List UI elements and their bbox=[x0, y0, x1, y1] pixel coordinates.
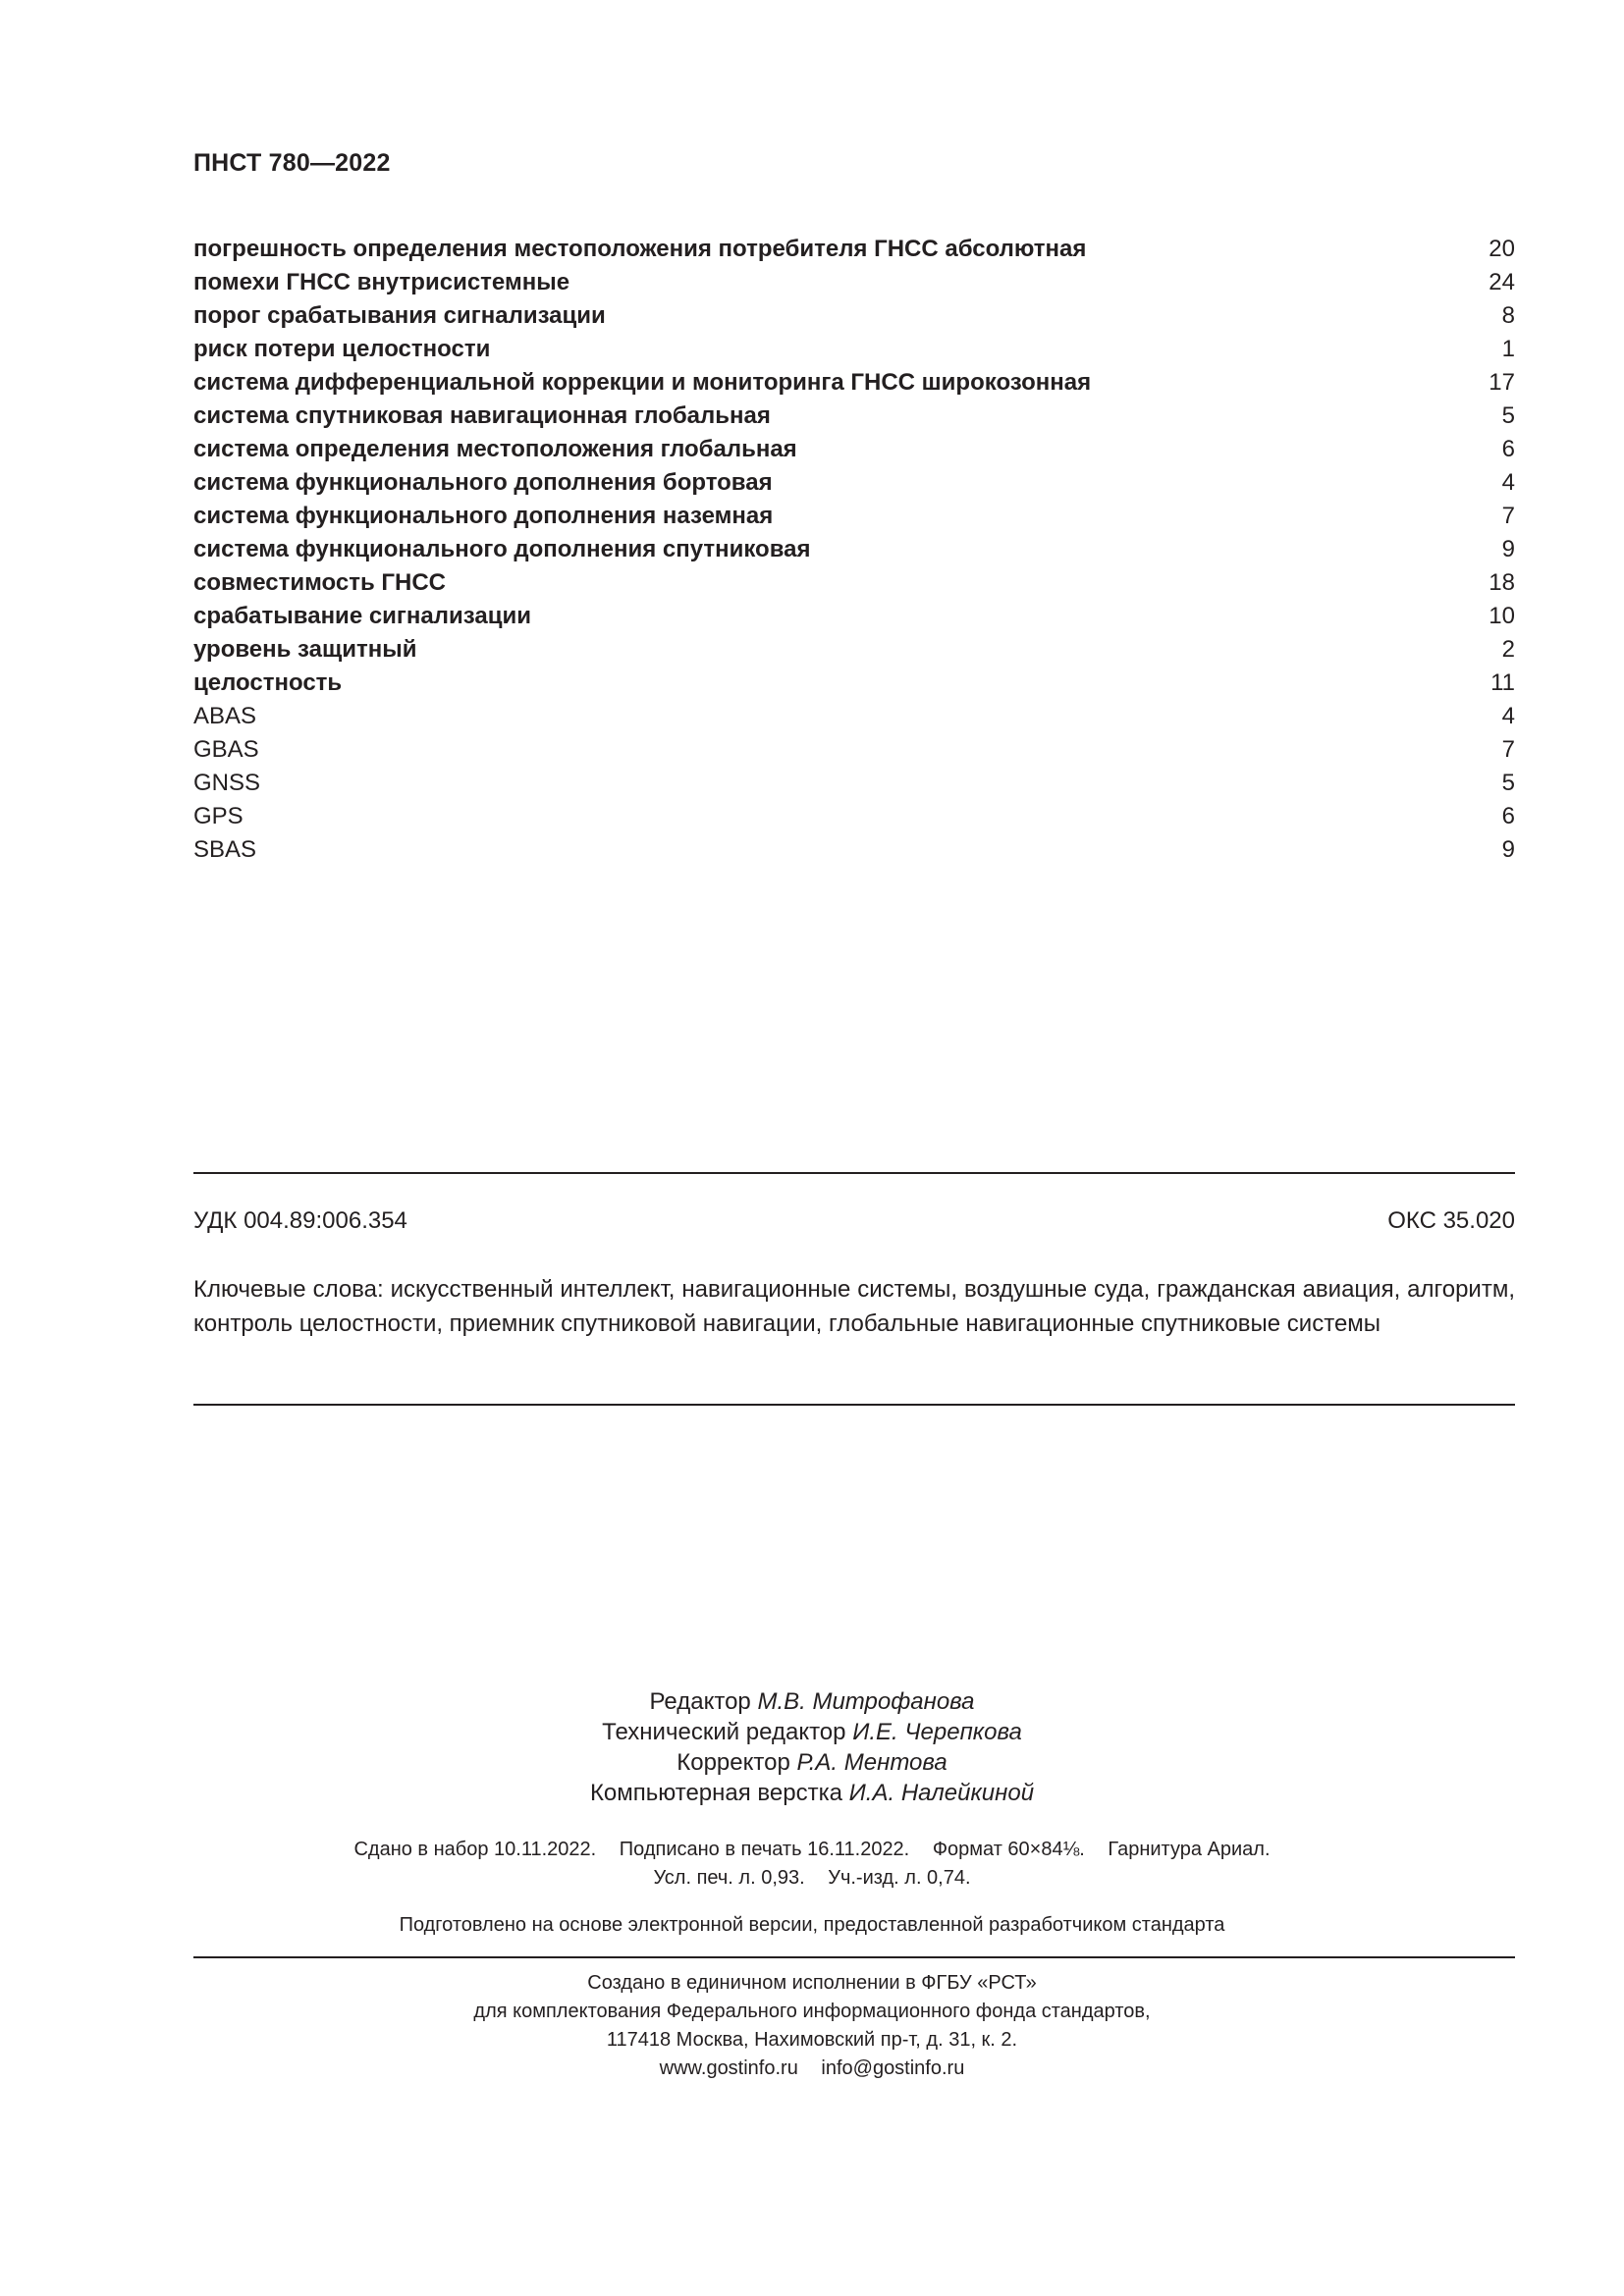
print-signed-date: Подписано в печать 16.11.2022. bbox=[619, 1839, 910, 1860]
printed-sheets: Усл. печ. л. 0,93. bbox=[653, 1867, 805, 1889]
index-page: 8 bbox=[1501, 302, 1515, 329]
publication-info-line bbox=[0, 1864, 1624, 1893]
index-page: 6 bbox=[1501, 803, 1515, 829]
publisher-sheets: Уч.-изд. л. 0,74. bbox=[828, 1867, 971, 1889]
index-row bbox=[193, 767, 1515, 800]
index-term: GBAS bbox=[193, 736, 259, 763]
index-term: система дифференциальной коррекции и мониторинга ГНСС широкозонная bbox=[193, 369, 1092, 396]
paper-format: Формат 60×84⅛. bbox=[932, 1839, 1085, 1860]
imprint-contacts bbox=[0, 2055, 1624, 2083]
credit-person: М.В. Митрофанова bbox=[757, 1688, 975, 1715]
index-row bbox=[193, 600, 1515, 633]
index-page: 4 bbox=[1501, 469, 1515, 496]
index-term: ABAS bbox=[193, 703, 257, 729]
index-page: 2 bbox=[1501, 636, 1515, 663]
index-page: 18 bbox=[1489, 569, 1515, 596]
credit-person: И.А. Налейкиной bbox=[848, 1780, 1035, 1806]
index-term: порог срабатывания сигнализации bbox=[193, 302, 606, 329]
index-term: система функционального дополнения спутниковая bbox=[193, 536, 811, 562]
index-row bbox=[193, 400, 1515, 433]
index-row bbox=[193, 233, 1515, 266]
divider-top bbox=[193, 1172, 1515, 1174]
credit-role: Компьютерная верстка bbox=[589, 1780, 842, 1806]
credit-role: Корректор bbox=[677, 1749, 790, 1776]
index-term: система определения местоположения глобальная bbox=[193, 436, 797, 462]
index-row bbox=[193, 500, 1515, 533]
index-page: 7 bbox=[1501, 736, 1515, 763]
index-term: помехи ГНСС внутрисистемные bbox=[193, 269, 570, 295]
index-term: система функционального дополнения бортовая bbox=[193, 469, 773, 496]
index-row bbox=[193, 733, 1515, 767]
index-page: 6 bbox=[1501, 436, 1515, 462]
index-row bbox=[193, 466, 1515, 500]
index-row bbox=[193, 800, 1515, 833]
credit-line bbox=[0, 1747, 1624, 1778]
udk-code: УДК 004.89:006.354 bbox=[193, 1207, 407, 1234]
index-row bbox=[193, 366, 1515, 400]
index-row bbox=[193, 833, 1515, 867]
index-page: 1 bbox=[1501, 336, 1515, 362]
index-row bbox=[193, 266, 1515, 299]
imprint-line: для комплектования Федерального информационного фонда стандартов, bbox=[473, 2001, 1151, 2022]
index-row bbox=[193, 633, 1515, 667]
divider-bottom bbox=[193, 1956, 1515, 1958]
keywords-paragraph: Ключевые слова: искусственный интеллект, навигационные системы, воздушные суда, гражданская авиация, алгоритм, контроль целостности, приемник спутниковой навигации, глобальные навигационные спутниковые системы bbox=[193, 1276, 1515, 1337]
index-page: 7 bbox=[1501, 503, 1515, 529]
index-row bbox=[193, 700, 1515, 733]
alphabetical-index bbox=[193, 233, 1515, 867]
index-term: совместимость ГНСС bbox=[193, 569, 446, 596]
index-term: уровень защитный bbox=[193, 636, 417, 663]
index-term: срабатывание сигнализации bbox=[193, 603, 531, 629]
index-term: система спутниковая навигационная глобальная bbox=[193, 402, 771, 429]
divider-keywords bbox=[193, 1404, 1515, 1406]
index-page: 11 bbox=[1490, 669, 1515, 696]
oks-code: ОКС 35.020 bbox=[1387, 1207, 1515, 1234]
credit-role: Технический редактор bbox=[602, 1719, 846, 1745]
typeface: Гарнитура Ариал. bbox=[1108, 1839, 1271, 1860]
email-link[interactable]: info@gostinfo.ru bbox=[821, 2057, 965, 2079]
index-term: GPS bbox=[193, 803, 244, 829]
index-term: система функционального дополнения наземная bbox=[193, 503, 774, 529]
publication-info-line bbox=[0, 1836, 1624, 1864]
index-page: 9 bbox=[1501, 836, 1515, 863]
index-term: целостность bbox=[193, 669, 343, 696]
index-row bbox=[193, 333, 1515, 366]
index-page: 20 bbox=[1489, 236, 1515, 262]
index-page: 17 bbox=[1489, 369, 1515, 396]
publisher-imprint bbox=[0, 1969, 1624, 2083]
index-page: 10 bbox=[1489, 603, 1515, 629]
credit-line bbox=[0, 1686, 1624, 1717]
index-row bbox=[193, 533, 1515, 566]
index-term: GNSS bbox=[193, 770, 261, 796]
classification-codes bbox=[193, 1207, 1515, 1235]
index-page: 9 bbox=[1501, 536, 1515, 562]
index-term: погрешность определения местоположения потребителя ГНСС абсолютная bbox=[193, 236, 1087, 262]
index-term: риск потери целостности bbox=[193, 336, 491, 362]
credit-person: Р.А. Ментова bbox=[796, 1749, 947, 1776]
typeset-date: Сдано в набор 10.11.2022. bbox=[353, 1839, 597, 1860]
index-row bbox=[193, 433, 1515, 466]
credit-line bbox=[0, 1717, 1624, 1747]
index-page: 5 bbox=[1501, 402, 1515, 429]
credit-person: И.Е. Черепкова bbox=[852, 1719, 1022, 1745]
index-row bbox=[193, 667, 1515, 700]
index-page: 5 bbox=[1501, 770, 1515, 796]
credit-role: Редактор bbox=[649, 1688, 751, 1715]
index-row bbox=[193, 299, 1515, 333]
index-page: 24 bbox=[1489, 269, 1515, 295]
index-row bbox=[193, 566, 1515, 600]
imprint-address: 117418 Москва, Нахимовский пр-т, д. 31, к. 2. bbox=[606, 2029, 1018, 2051]
credit-line bbox=[0, 1778, 1624, 1808]
index-term: SBAS bbox=[193, 836, 257, 863]
editorial-credits bbox=[0, 1686, 1624, 1808]
index-page: 4 bbox=[1501, 703, 1515, 729]
website-link[interactable]: www.gostinfo.ru bbox=[659, 2057, 798, 2079]
prepared-note: Подготовлено на основе электронной версии, предоставленной разработчиком стандарта bbox=[399, 1914, 1225, 1936]
page-header-doc-number: ПНСТ 780—2022 bbox=[193, 149, 391, 177]
publication-info bbox=[0, 1836, 1624, 1893]
imprint-line: Создано в единичном исполнении в ФГБУ «РСТ» bbox=[587, 1972, 1037, 1994]
